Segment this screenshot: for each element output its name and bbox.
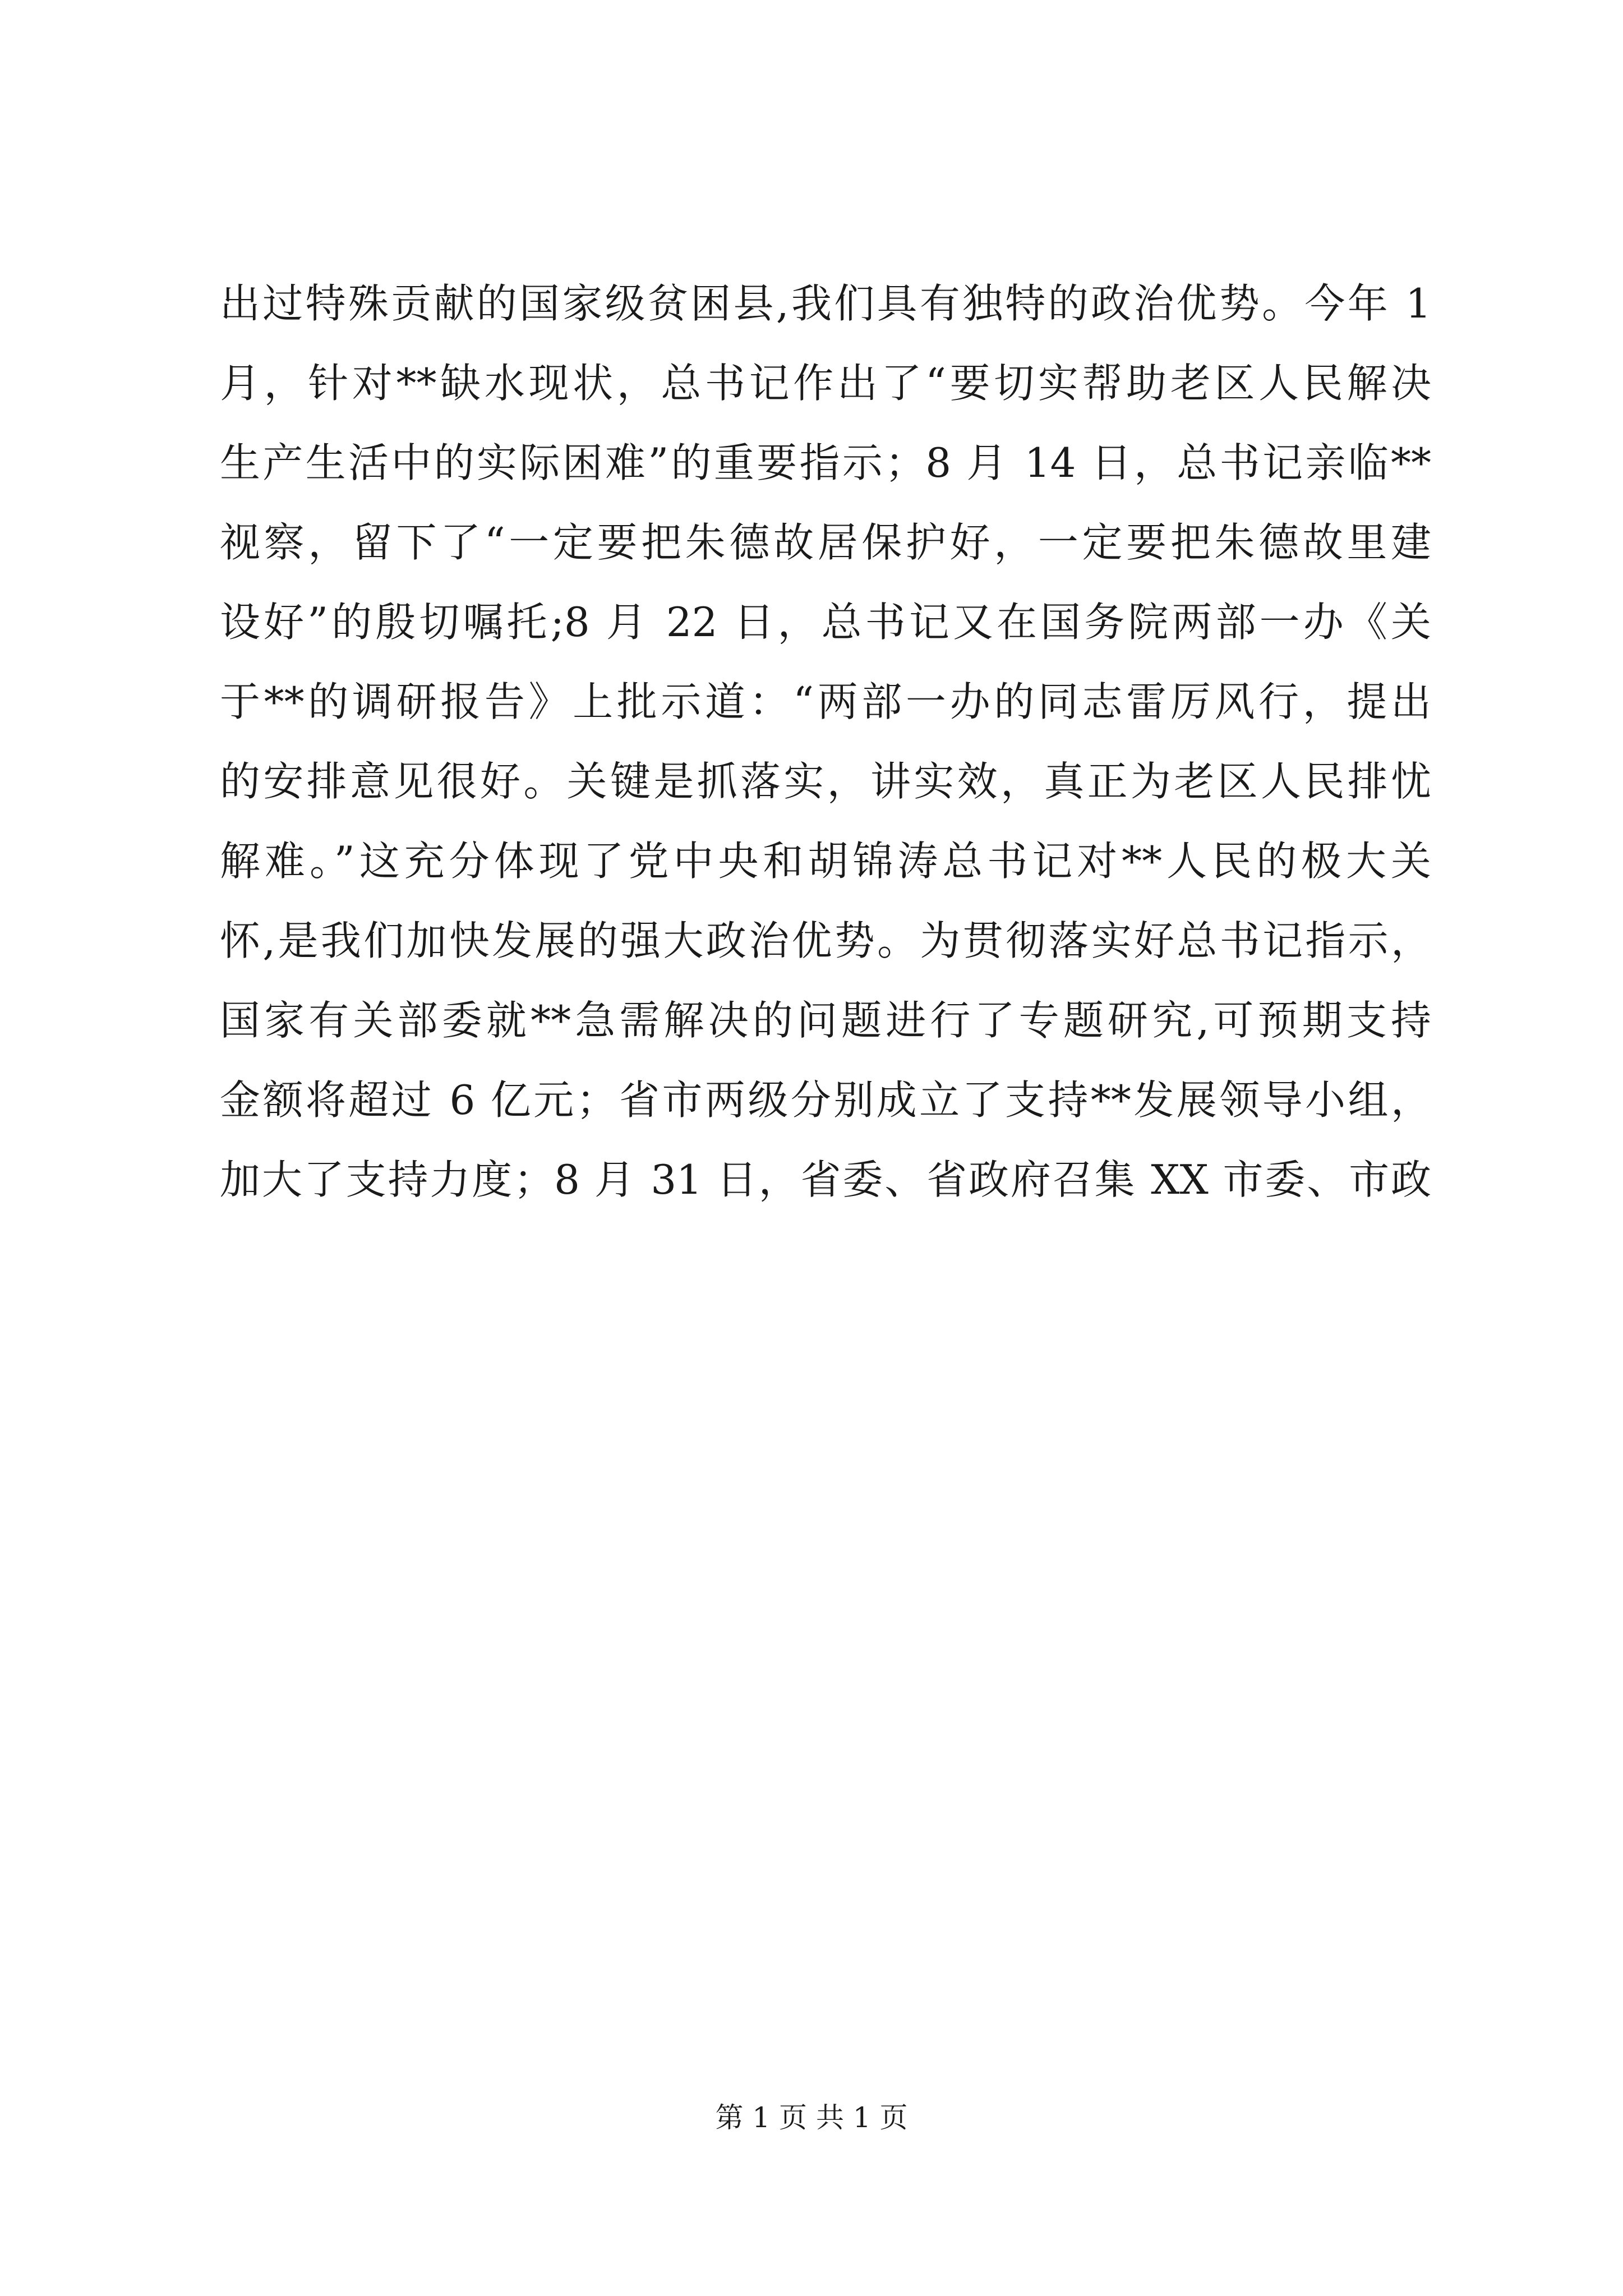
text-line: 加大了支持力度；8 月 31 日，省委、省政府召集 XX 市委、市政: [220, 1156, 1431, 1203]
text-line: 月，针对**缺水现状，总书记作出了“要切实帮助老区人民解决: [220, 360, 1431, 407]
text-line: 视察，留下了“一定要把朱德故居保护好，一定要把朱德故里建: [220, 519, 1431, 566]
text-line: 出过特殊贡献的国家级贫困县,我们具有独特的政治优势。今年 1: [220, 280, 1431, 327]
text-line: 金额将超过 6 亿元；省市两级分别成立了支持**发展领导小组，: [220, 1076, 1431, 1124]
text-line: 生产生活中的实际困难”的重要指示；8 月 14 日，总书记亲临**: [220, 439, 1431, 486]
text-line: 怀,是我们加快发展的强大政治优势。为贯彻落实好总书记指示，: [220, 917, 1431, 964]
text-line: 国家有关部委就**急需解决的问题进行了专题研究,可预期支持: [220, 997, 1431, 1044]
text-line: 解难。”这充分体现了党中央和胡锦涛总书记对**人民的极大关: [220, 838, 1431, 885]
body-paragraph: [220, 264, 1431, 1220]
text-line: 的安排意见很好。关键是抓落实，讲实效，真正为老区人民排忧: [220, 758, 1431, 805]
page-number-footer: 第 1 页 共 1 页: [715, 2101, 908, 2134]
text-line: 于**的调研报告》上批示道：“两部一办的同志雷厉风行，提出: [220, 678, 1431, 725]
text-line: 设好”的殷切嘱托;8 月 22 日，总书记又在国务院两部一办《关: [220, 599, 1431, 646]
